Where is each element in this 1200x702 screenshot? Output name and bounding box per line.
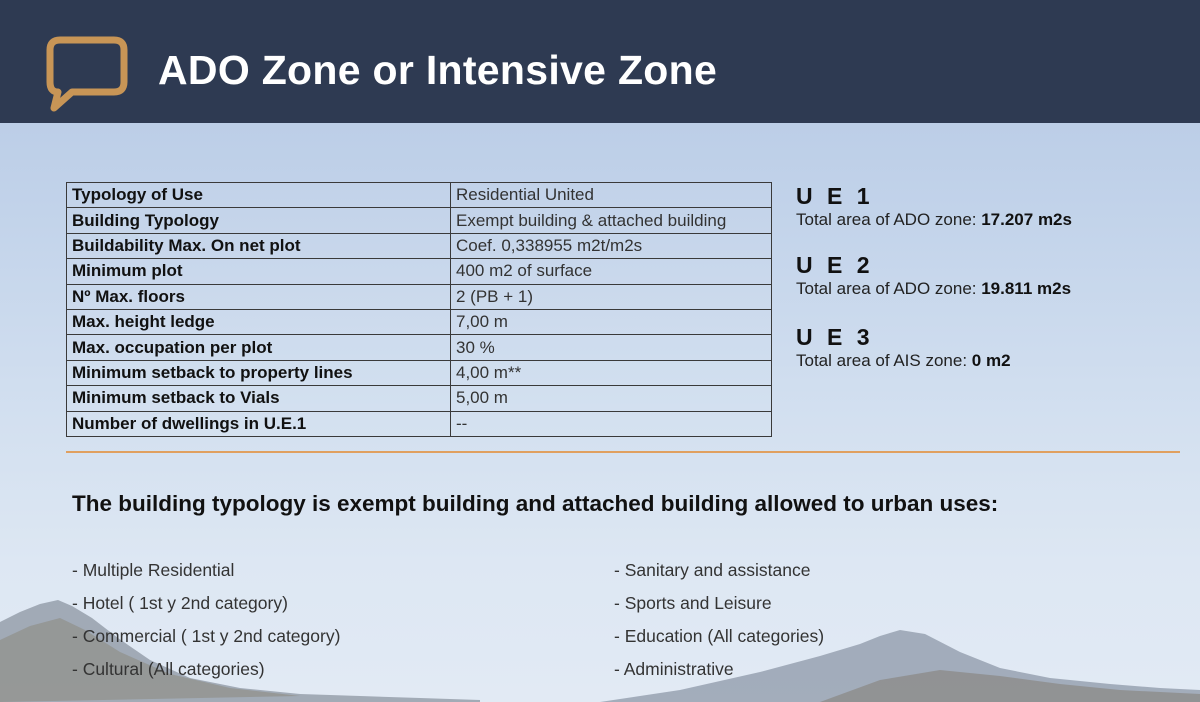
row-label: Minimum setback to Vials xyxy=(67,386,451,411)
table-row xyxy=(67,284,772,309)
section-subtitle: The building typology is exempt building and attached building allowed to urban uses: xyxy=(72,491,999,516)
row-label: Buildability Max. On net plot xyxy=(67,233,451,258)
page-header xyxy=(0,0,1200,123)
unit-area-value: 19.811 m2s xyxy=(981,279,1072,298)
row-value: 5,00 m xyxy=(451,386,772,411)
row-label: Max. height ledge xyxy=(67,309,451,334)
unit-area-text: Total area of ADO zone: 19.811 m2s xyxy=(796,279,1072,298)
row-label: Minimum plot xyxy=(67,259,451,284)
row-label: Typology of Use xyxy=(67,183,451,208)
row-value: 7,00 m xyxy=(451,309,772,334)
speech-bubble-icon xyxy=(46,36,128,112)
list-item: - Sports and Leisure xyxy=(614,593,772,613)
list-item: - Education (All categories) xyxy=(614,626,825,646)
list-item: - Commercial ( 1st y 2nd category) xyxy=(72,626,341,646)
row-label: Nº Max. floors xyxy=(67,284,451,309)
table-row xyxy=(67,335,772,360)
unit-heading: U E 2 xyxy=(796,252,874,278)
zone-parameters-table xyxy=(66,182,772,437)
table-row xyxy=(67,183,772,208)
list-item: - Hotel ( 1st y 2nd category) xyxy=(72,593,288,613)
urban-uses-list-right xyxy=(614,554,824,686)
unit-ue1 xyxy=(796,183,1072,231)
table-row xyxy=(67,411,772,436)
unit-area-text: Total area of AIS zone: 0 m2 xyxy=(796,351,1011,370)
row-label: Building Typology xyxy=(67,208,451,233)
row-value: Exempt building & attached building xyxy=(451,208,772,233)
table-row xyxy=(67,309,772,334)
page-title: ADO Zone or Intensive Zone xyxy=(158,47,718,93)
table-row xyxy=(67,208,772,233)
urban-uses-list-left xyxy=(72,554,340,686)
list-item: - Sanitary and assistance xyxy=(614,560,811,580)
table-row xyxy=(67,259,772,284)
row-value: Coef. 0,338955 m2t/m2s xyxy=(451,233,772,258)
list-item: - Administrative xyxy=(614,659,734,679)
unit-area-value: 17.207 m2s xyxy=(981,210,1072,229)
row-label: Minimum setback to property lines xyxy=(67,360,451,385)
row-label: Max. occupation per plot xyxy=(67,335,451,360)
list-item: - Multiple Residential xyxy=(72,560,235,580)
table-row xyxy=(67,360,772,385)
unit-heading: U E 3 xyxy=(796,324,874,350)
unit-heading: U E 1 xyxy=(796,183,874,209)
unit-ue3 xyxy=(796,324,1011,372)
row-value: 2 (PB + 1) xyxy=(451,284,772,309)
unit-area-text: Total area of ADO zone: 17.207 m2s xyxy=(796,210,1072,229)
list-item: - Cultural (All categories) xyxy=(72,659,265,679)
row-value: -- xyxy=(451,411,772,436)
row-value: 400 m2 of surface xyxy=(451,259,772,284)
row-value: Residential United xyxy=(451,183,772,208)
row-value: 30 % xyxy=(451,335,772,360)
section-divider xyxy=(66,451,1180,453)
unit-ue2 xyxy=(796,252,1071,300)
unit-area-value: 0 m2 xyxy=(971,351,1011,370)
table-row xyxy=(67,386,772,411)
row-label: Number of dwellings in U.E.1 xyxy=(67,411,451,436)
table-row xyxy=(67,233,772,258)
row-value: 4,00 m** xyxy=(451,360,772,385)
